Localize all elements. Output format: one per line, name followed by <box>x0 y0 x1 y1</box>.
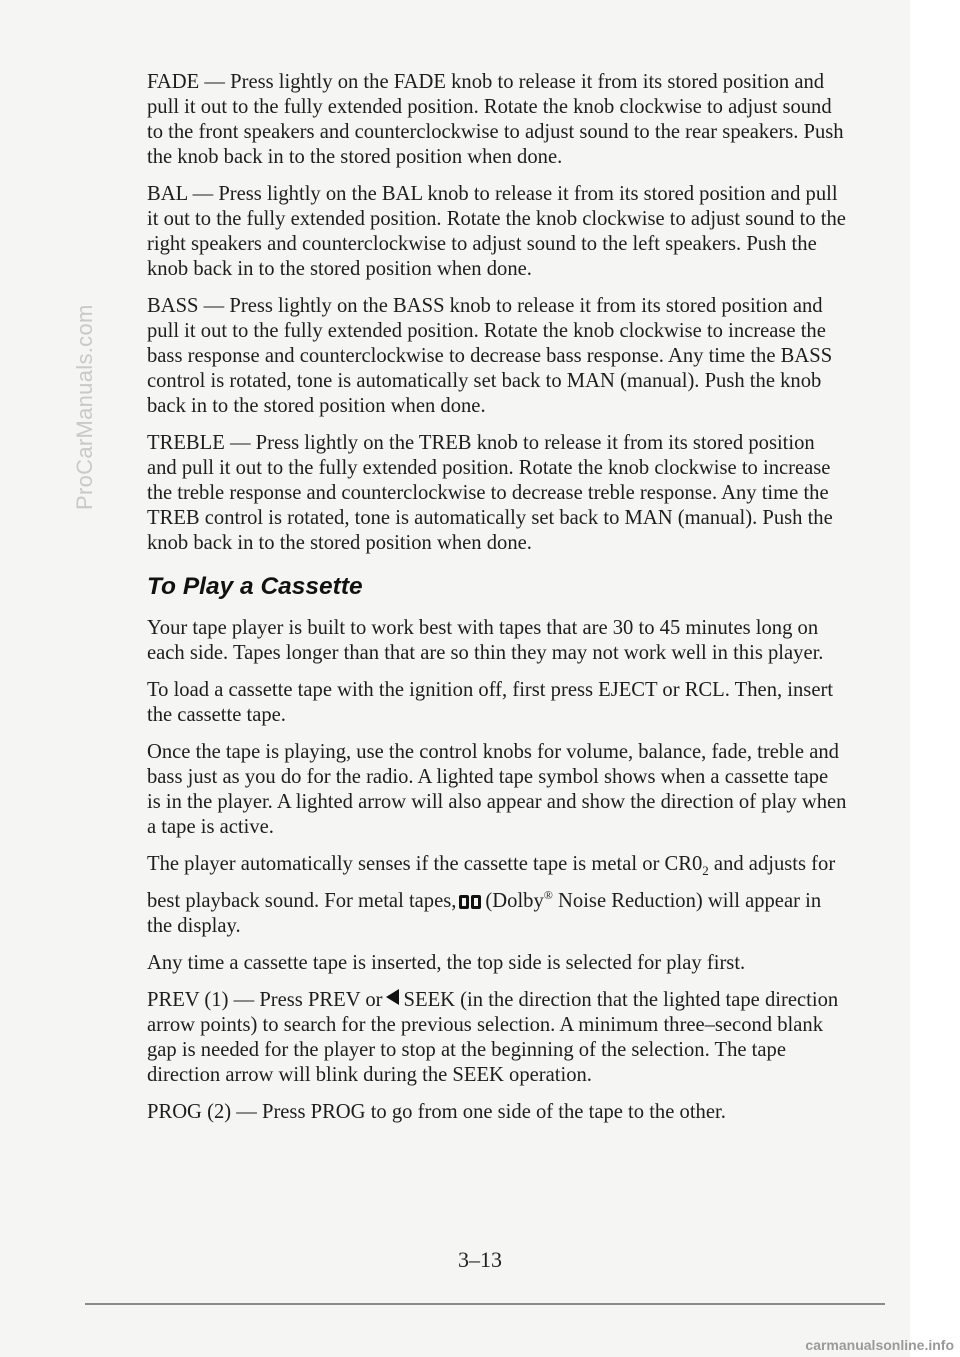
footer-watermark: carmanualsonline.info <box>805 1337 954 1353</box>
fade-paragraph: FADE — Press lightly on the FADE knob to release it from its stored position and pull it out to the fully extended position. Rotate the knob clockwise to adjust sound to the front speakers and counterclockwise to adjust sound to the rear speakers. Push the knob back in to the stored position when done. <box>147 71 844 168</box>
seek-left-arrow-icon <box>386 989 399 1005</box>
metal-subscript: 2 <box>702 863 709 879</box>
prev-text-b: SEEK (in the direction that the lighted tape direction arrow points) to search for the previous selection. A minimum three–second blank gap is needed for the player to stop at the beginning of the selection. The tape direction arrow will blink during the SEEK operation. <box>147 988 839 1086</box>
metal-text-b: and adjusts for best playback sound. For metal tapes, <box>147 853 836 912</box>
section-heading: To Play a Cassette <box>147 573 363 600</box>
footer-divider <box>85 1303 885 1305</box>
bass-paragraph: BASS — Press lightly on the BASS knob to release it from its stored position and pull it out to the fully extended position. Rotate the knob clockwise to increase the bass response and counterclockwise to decrease bass response. Any time the BASS control is rotated, tone is automatically set back to MAN (manual). Push the knob back in to the stored position when done. <box>147 295 833 417</box>
page-number: 3–13 <box>458 1247 502 1272</box>
load-paragraph: To load a cassette tape with the ignition off, first press EJECT or RCL. Then, insert the cassette tape. <box>147 679 834 726</box>
tape-length-paragraph: Your tape player is built to work best with tapes that are 30 to 45 minutes long on each side. Tapes longer than that are so thin they may not work well in this player. <box>147 617 824 664</box>
metal-text-d: Noise Reduction) will appear in the display. <box>147 889 822 937</box>
metal-text-a: The player automatically senses if the cassette tape is metal or CR0 <box>147 853 703 875</box>
prev-paragraph <box>147 988 847 1088</box>
prog-paragraph: PROG (2) — Press PROG to go from one side of the tape to the other. <box>147 1100 726 1123</box>
metal-text-c: (Dolby <box>485 889 544 912</box>
dolby-icon <box>459 895 481 909</box>
manual-content <box>147 70 847 1137</box>
prev-text-a: PREV (1) — Press PREV or <box>147 988 383 1011</box>
top-side-paragraph: Any time a cassette tape is inserted, the top side is selected for play first. <box>147 951 746 974</box>
side-watermark: ProCarManuals.com <box>72 304 97 510</box>
registered-mark: ® <box>543 888 553 903</box>
bal-paragraph: BAL — Press lightly on the BAL knob to release it from its stored position and pull it out to the fully extended position. Rotate the knob clockwise to adjust sound to the right speakers and counterclockwise to adjust sound to the left speakers. Push the knob back in to the stored position when done. <box>147 183 846 280</box>
treble-paragraph: TREBLE — Press lightly on the TREB knob to release it from its stored position and pull it out to the fully extended position. Rotate the knob clockwise to increase the treble response and counterclockwise to decrease treble response. Any time the TREB control is rotated, tone is automatically set back to MAN (manual). Push the knob back in to the stored position when done. <box>147 432 833 554</box>
metal-tape-paragraph <box>147 852 847 939</box>
playing-paragraph: Once the tape is playing, use the control knobs for volume, balance, fade, treble and bass just as you do for the radio. A lighted tape symbol shows when a cassette tape is in the player. A lighted arrow will also appear and show the direction of play when a tape is active. <box>147 741 847 838</box>
